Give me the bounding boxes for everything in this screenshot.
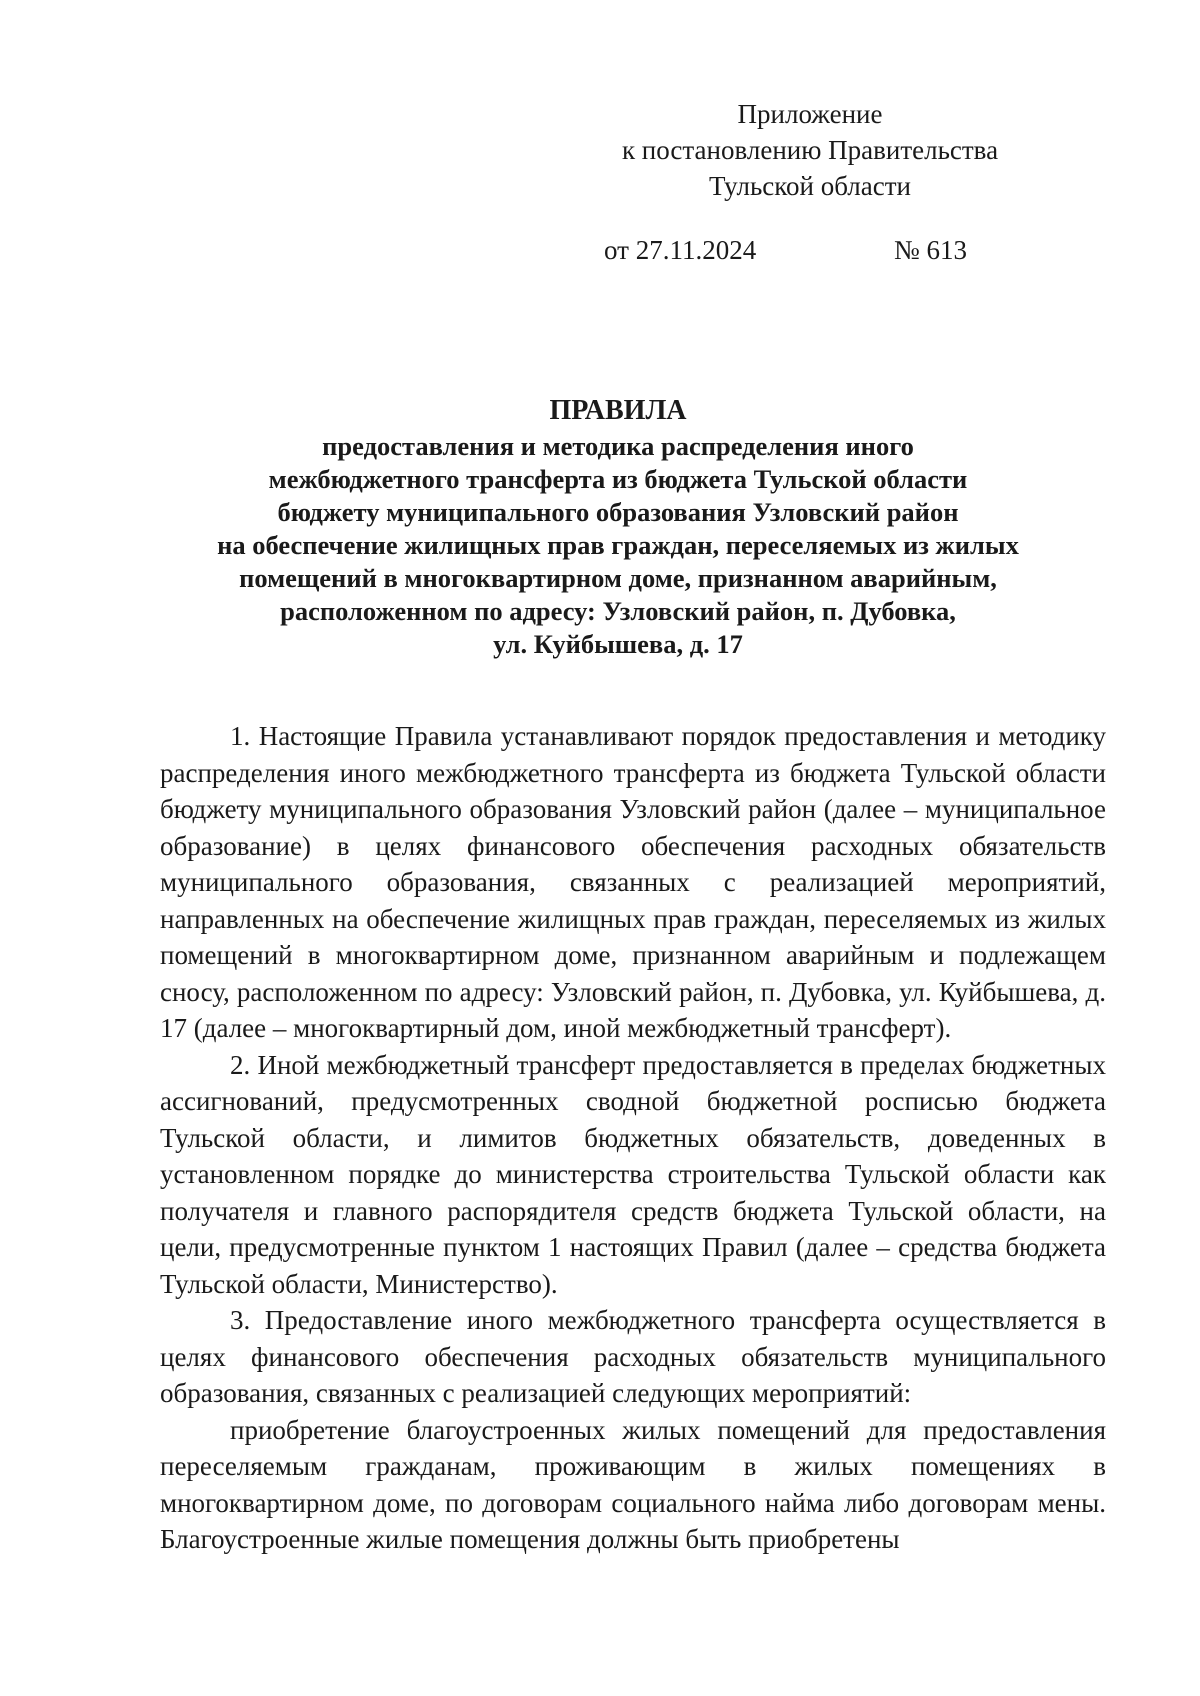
title-line: расположенном по адресу: Узловский район, п. Дубовка, — [280, 596, 956, 626]
title-heading: ПРАВИЛА — [549, 395, 687, 426]
appendix-line-3: Тульской области — [709, 171, 911, 201]
paragraph-1: 1. Настоящие Правила устанавливают порядок предоставления и методику распределения иного межбюджетного трансферта из бюджета Тульской области бюджету муниципального образования Узловский район (далее – муниципальное образование) в целях финансового обеспечения расходных обязательств муниципального образования, связанных с реализацией мероприятий, направленных на обеспечение жилищных прав граждан, переселяемых из жилых помещений в многоквартирном доме, признанном аварийным и подлежащем сносу, расположенном по адресу: Узловский район, п. Дубовка, ул. Куйбышева, д. 17 (далее – многоквартирный дом, иной межбюджетный трансферт). — [160, 721, 1106, 1043]
title-line: на обеспечение жилищных прав граждан, переселяемых из жилых — [217, 530, 1019, 560]
appendix-line-1: Приложение — [737, 99, 883, 129]
decree-dateline — [604, 232, 968, 268]
appendix-header — [600, 96, 1020, 204]
title-subtitle — [120, 430, 1116, 661]
appendix-line-2: к постановлению Правительства — [621, 135, 999, 165]
paragraph-3-item: приобретение благоустроенных жилых помещений для предоставления переселяемым гражданам, проживающим в жилых помещениях в многоквартирном доме, по договорам социального найма либо договорам мены. Благоустроенные жилые помещения должны быть приобретены — [160, 1414, 1106, 1554]
title-line: помещений в многоквартирном доме, признанном аварийным, — [239, 563, 997, 593]
document-title — [120, 394, 1116, 661]
paragraph-2: 2. Иной межбюджетный трансферт предоставляется в пределах бюджетных ассигнований, предусмотренных сводной бюджетной росписью бюджета Тульской области, и лимитов бюджетных обязательств, доведенных в установленном порядке до министерства строительства Тульской области как получателя и главного распорядителя средств бюджета Тульской области, на цели, предусмотренные пунктом 1 настоящих Правил (далее – средства бюджета Тульской области, Министерство). — [160, 1049, 1106, 1299]
title-line: межбюджетного трансферта из бюджета Тульской области — [268, 464, 968, 494]
title-line: предоставления и методика распределения иного — [322, 431, 914, 461]
paragraph-3: 3. Предоставление иного межбюджетного трансферта осуществляется в целях финансового обеспечения расходных обязательств муниципального образования, связанных с реализацией следующих мероприятий: — [160, 1305, 1106, 1408]
title-line: ул. Куйбышева, д. 17 — [493, 629, 743, 659]
decree-number: № 613 — [894, 235, 968, 265]
title-line: бюджету муниципального образования Узловский район — [277, 497, 959, 527]
decree-date: от 27.11.2024 — [604, 235, 757, 265]
document-body — [160, 718, 1106, 1558]
